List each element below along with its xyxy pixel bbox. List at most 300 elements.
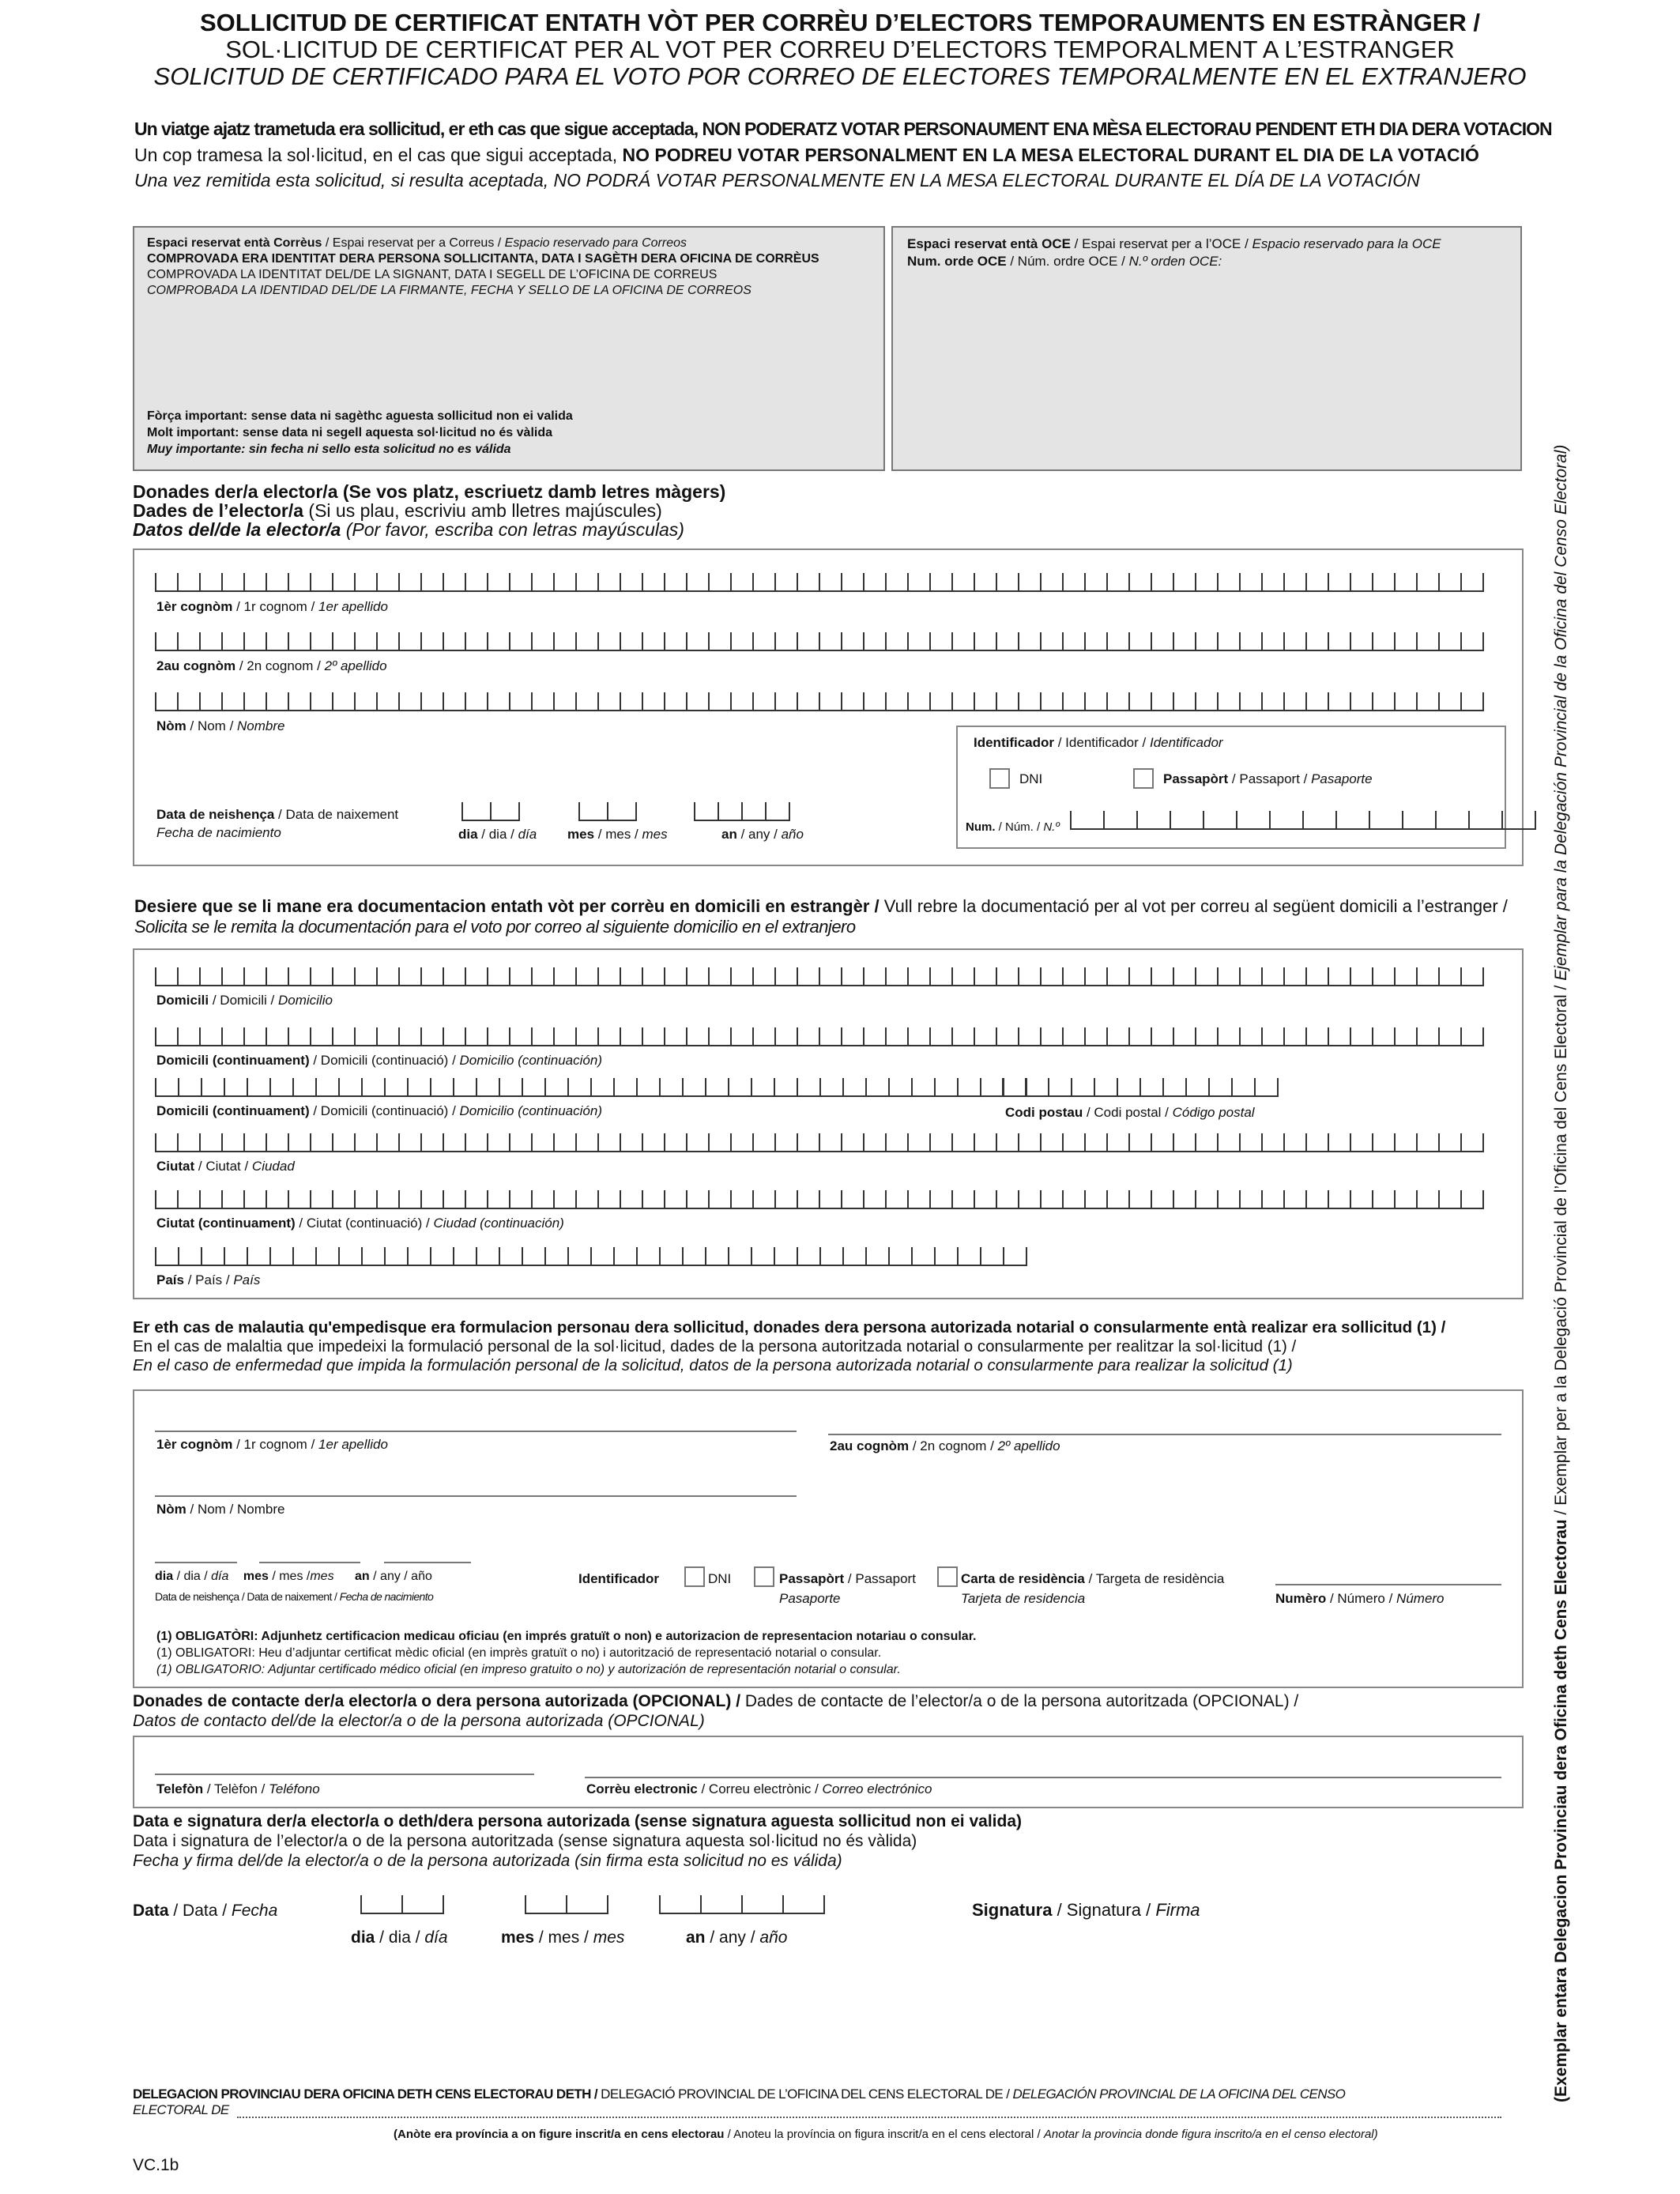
char-cell[interactable] bbox=[499, 1247, 522, 1266]
char-cell[interactable] bbox=[354, 573, 376, 592]
char-cell[interactable] bbox=[1162, 1078, 1185, 1097]
char-cell[interactable] bbox=[177, 967, 199, 986]
char-cell[interactable] bbox=[694, 802, 718, 821]
char-cell[interactable] bbox=[332, 1190, 354, 1209]
char-cell[interactable] bbox=[751, 1247, 774, 1266]
char-cell[interactable] bbox=[730, 632, 752, 651]
char-cell[interactable] bbox=[957, 1078, 980, 1097]
char-cell[interactable] bbox=[708, 967, 730, 986]
char-cell[interactable] bbox=[310, 1133, 332, 1152]
char-cell[interactable] bbox=[1438, 573, 1460, 592]
char-cell[interactable] bbox=[863, 573, 885, 592]
char-cell[interactable] bbox=[974, 632, 996, 651]
char-cell[interactable] bbox=[642, 1133, 664, 1152]
char-cell[interactable] bbox=[705, 1078, 728, 1097]
char-cell[interactable] bbox=[155, 1027, 177, 1046]
char-cell[interactable] bbox=[247, 1247, 269, 1266]
char-cell[interactable] bbox=[1040, 1133, 1062, 1152]
char-cell[interactable] bbox=[686, 1133, 708, 1152]
char-cell[interactable] bbox=[597, 692, 620, 711]
char-cell[interactable] bbox=[1438, 632, 1460, 651]
char-cell[interactable] bbox=[996, 967, 1018, 986]
char-cell[interactable] bbox=[682, 1078, 705, 1097]
char-cell[interactable] bbox=[575, 573, 597, 592]
char-cell[interactable] bbox=[1350, 1027, 1372, 1046]
char-cell[interactable] bbox=[934, 1247, 957, 1266]
char-cell[interactable] bbox=[1416, 1027, 1438, 1046]
char-cell[interactable] bbox=[1239, 967, 1261, 986]
char-cell[interactable] bbox=[1062, 632, 1084, 651]
char-cell[interactable] bbox=[360, 1895, 401, 1914]
char-cell[interactable] bbox=[221, 1133, 243, 1152]
signature-label[interactable] bbox=[972, 1900, 1200, 1921]
char-cell[interactable] bbox=[465, 1190, 487, 1209]
char-cell[interactable] bbox=[708, 1190, 730, 1209]
char-cell[interactable] bbox=[1239, 573, 1261, 592]
char-cell[interactable] bbox=[1018, 1027, 1040, 1046]
char-cell[interactable] bbox=[578, 802, 607, 821]
char-cell[interactable] bbox=[288, 632, 310, 651]
char-cell[interactable] bbox=[659, 1078, 682, 1097]
char-cell[interactable] bbox=[951, 573, 974, 592]
char-cell[interactable] bbox=[1018, 1190, 1040, 1209]
char-cell[interactable] bbox=[1106, 967, 1128, 986]
char-cell[interactable] bbox=[911, 1247, 934, 1266]
char-cell[interactable] bbox=[590, 1078, 613, 1097]
char-cell[interactable] bbox=[797, 1078, 819, 1097]
char-cell[interactable] bbox=[199, 1133, 221, 1152]
char-cell[interactable] bbox=[155, 573, 177, 592]
char-cell[interactable] bbox=[243, 967, 266, 986]
char-cell[interactable] bbox=[338, 1078, 361, 1097]
char-cell[interactable] bbox=[1328, 573, 1350, 592]
char-cell[interactable] bbox=[590, 1247, 613, 1266]
char-cell[interactable] bbox=[354, 1190, 376, 1209]
char-cell[interactable] bbox=[1106, 632, 1128, 651]
char-cell[interactable] bbox=[376, 573, 398, 592]
char-cell[interactable] bbox=[243, 573, 266, 592]
char-cell[interactable] bbox=[708, 1027, 730, 1046]
char-cell[interactable] bbox=[1195, 692, 1217, 711]
char-cell[interactable] bbox=[1018, 632, 1040, 651]
char-cell[interactable] bbox=[885, 692, 907, 711]
char-cell[interactable] bbox=[1084, 1133, 1106, 1152]
char-cell[interactable] bbox=[1195, 1133, 1217, 1152]
char-cell[interactable] bbox=[1103, 811, 1136, 830]
char-cell[interactable] bbox=[1261, 632, 1283, 651]
char-cell[interactable] bbox=[741, 802, 765, 821]
char-cell[interactable] bbox=[620, 1027, 642, 1046]
char-cell[interactable] bbox=[1372, 1190, 1394, 1209]
char-cell[interactable] bbox=[1350, 692, 1372, 711]
char-cell[interactable] bbox=[361, 1078, 384, 1097]
char-cell[interactable] bbox=[664, 1133, 686, 1152]
char-cell[interactable] bbox=[1236, 811, 1269, 830]
char-cell[interactable] bbox=[1460, 967, 1484, 986]
char-cell[interactable] bbox=[509, 573, 531, 592]
char-cell[interactable] bbox=[461, 802, 490, 821]
char-cell[interactable] bbox=[1195, 1190, 1217, 1209]
char-cell[interactable] bbox=[659, 1247, 682, 1266]
char-cell[interactable] bbox=[398, 1027, 420, 1046]
char-cell[interactable] bbox=[1002, 1078, 1025, 1097]
char-cell[interactable] bbox=[155, 1133, 177, 1152]
char-cell[interactable] bbox=[177, 573, 199, 592]
char-cell[interactable] bbox=[620, 632, 642, 651]
char-cell[interactable] bbox=[531, 632, 553, 651]
char-cell[interactable] bbox=[1128, 692, 1151, 711]
char-cell[interactable] bbox=[338, 1247, 361, 1266]
char-cell[interactable] bbox=[842, 1078, 865, 1097]
char-cell[interactable] bbox=[1084, 632, 1106, 651]
char-cell[interactable] bbox=[797, 692, 819, 711]
char-cell[interactable] bbox=[531, 692, 553, 711]
char-cell[interactable] bbox=[1185, 1078, 1208, 1097]
char-cell[interactable] bbox=[354, 1027, 376, 1046]
char-cell[interactable] bbox=[177, 632, 199, 651]
char-cell[interactable] bbox=[1062, 1190, 1084, 1209]
char-cell[interactable] bbox=[664, 573, 686, 592]
char-cell[interactable] bbox=[885, 1133, 907, 1152]
char-cell[interactable] bbox=[1208, 1078, 1231, 1097]
char-cell[interactable] bbox=[863, 1190, 885, 1209]
char-cell[interactable] bbox=[1151, 1190, 1173, 1209]
char-cell[interactable] bbox=[553, 1190, 575, 1209]
char-cell[interactable] bbox=[752, 692, 774, 711]
char-cell[interactable] bbox=[465, 1027, 487, 1046]
char-cell[interactable] bbox=[642, 967, 664, 986]
char-cell[interactable] bbox=[730, 1133, 752, 1152]
char-cell[interactable] bbox=[841, 632, 863, 651]
char-cell[interactable] bbox=[607, 802, 637, 821]
char-cell[interactable] bbox=[682, 1247, 705, 1266]
char-cell[interactable] bbox=[398, 692, 420, 711]
char-cell[interactable] bbox=[1062, 573, 1084, 592]
char-cell[interactable] bbox=[1084, 573, 1106, 592]
char-cell[interactable] bbox=[1261, 1133, 1283, 1152]
char-cell[interactable] bbox=[544, 1078, 567, 1097]
passport-checkbox[interactable] bbox=[1133, 768, 1154, 789]
char-cell[interactable] bbox=[420, 1027, 443, 1046]
char-cell[interactable] bbox=[266, 967, 288, 986]
char-cell[interactable] bbox=[620, 573, 642, 592]
char-cell[interactable] bbox=[686, 1027, 708, 1046]
char-cell[interactable] bbox=[686, 1190, 708, 1209]
auth-year-line[interactable] bbox=[384, 1562, 471, 1563]
char-cell[interactable] bbox=[642, 1027, 664, 1046]
char-cell[interactable] bbox=[177, 1027, 199, 1046]
char-cell[interactable] bbox=[1151, 632, 1173, 651]
char-cell[interactable] bbox=[1328, 967, 1350, 986]
char-cell[interactable] bbox=[1328, 1133, 1350, 1152]
char-cell[interactable] bbox=[1195, 632, 1217, 651]
char-cell[interactable] bbox=[863, 1027, 885, 1046]
char-cell[interactable] bbox=[531, 1190, 553, 1209]
char-cell[interactable] bbox=[664, 632, 686, 651]
char-cell[interactable] bbox=[1070, 811, 1103, 830]
char-cell[interactable] bbox=[819, 573, 841, 592]
char-cell[interactable] bbox=[310, 1190, 332, 1209]
char-cell[interactable] bbox=[1128, 632, 1151, 651]
char-cell[interactable] bbox=[453, 1247, 476, 1266]
char-cell[interactable] bbox=[885, 1027, 907, 1046]
char-cell[interactable] bbox=[443, 632, 465, 651]
char-cell[interactable] bbox=[708, 632, 730, 651]
char-cell[interactable] bbox=[1328, 1190, 1350, 1209]
char-cell[interactable] bbox=[376, 632, 398, 651]
char-cell[interactable] bbox=[996, 1027, 1018, 1046]
char-cell[interactable] bbox=[407, 1247, 430, 1266]
char-cell[interactable] bbox=[509, 1027, 531, 1046]
char-cell[interactable] bbox=[841, 967, 863, 986]
char-cell[interactable] bbox=[1106, 1133, 1128, 1152]
char-cell[interactable] bbox=[465, 692, 487, 711]
char-cell[interactable] bbox=[841, 573, 863, 592]
char-cell[interactable] bbox=[888, 1078, 911, 1097]
char-cell[interactable] bbox=[310, 692, 332, 711]
char-cell[interactable] bbox=[420, 573, 443, 592]
char-cell[interactable] bbox=[1416, 1190, 1438, 1209]
auth-residence-checkbox[interactable] bbox=[937, 1566, 958, 1587]
char-cell[interactable] bbox=[782, 1895, 825, 1914]
auth-surname2-line[interactable] bbox=[828, 1434, 1501, 1435]
char-cell[interactable] bbox=[1394, 692, 1416, 711]
char-cell[interactable] bbox=[929, 632, 951, 651]
char-cell[interactable] bbox=[620, 692, 642, 711]
char-cell[interactable] bbox=[1416, 692, 1438, 711]
char-cell[interactable] bbox=[797, 632, 819, 651]
char-cell[interactable] bbox=[1438, 692, 1460, 711]
char-cell[interactable] bbox=[1261, 692, 1283, 711]
char-cell[interactable] bbox=[243, 1133, 266, 1152]
char-cell[interactable] bbox=[1062, 967, 1084, 986]
char-cell[interactable] bbox=[1151, 1133, 1173, 1152]
char-cell[interactable] bbox=[929, 967, 951, 986]
char-cell[interactable] bbox=[1261, 1027, 1283, 1046]
char-cell[interactable] bbox=[476, 1247, 499, 1266]
char-cell[interactable] bbox=[996, 1133, 1018, 1152]
char-cell[interactable] bbox=[487, 1190, 509, 1209]
char-cell[interactable] bbox=[797, 1027, 819, 1046]
char-cell[interactable] bbox=[708, 692, 730, 711]
char-cell[interactable] bbox=[310, 1027, 332, 1046]
char-cell[interactable] bbox=[1128, 573, 1151, 592]
char-cell[interactable] bbox=[177, 692, 199, 711]
char-cell[interactable] bbox=[686, 573, 708, 592]
char-cell[interactable] bbox=[774, 1247, 797, 1266]
char-cell[interactable] bbox=[566, 1895, 608, 1914]
char-cell[interactable] bbox=[443, 573, 465, 592]
char-cell[interactable] bbox=[934, 1078, 957, 1097]
char-cell[interactable] bbox=[531, 1133, 553, 1152]
char-cell[interactable] bbox=[951, 1027, 974, 1046]
char-cell[interactable] bbox=[288, 692, 310, 711]
char-cell[interactable] bbox=[819, 1133, 841, 1152]
char-cell[interactable] bbox=[1173, 692, 1195, 711]
char-cell[interactable] bbox=[221, 573, 243, 592]
char-cell[interactable] bbox=[531, 573, 553, 592]
char-cell[interactable] bbox=[708, 1133, 730, 1152]
char-cell[interactable] bbox=[465, 573, 487, 592]
char-cell[interactable] bbox=[1283, 1133, 1305, 1152]
char-cell[interactable] bbox=[1283, 692, 1305, 711]
char-cell[interactable] bbox=[1203, 811, 1236, 830]
char-cell[interactable] bbox=[1040, 1190, 1062, 1209]
char-cell[interactable] bbox=[728, 1247, 751, 1266]
char-cell[interactable] bbox=[315, 1078, 338, 1097]
char-cell[interactable] bbox=[1438, 1027, 1460, 1046]
char-cell[interactable] bbox=[929, 1027, 951, 1046]
char-cell[interactable] bbox=[708, 573, 730, 592]
char-cell[interactable] bbox=[443, 1190, 465, 1209]
char-cell[interactable] bbox=[487, 1133, 509, 1152]
char-cell[interactable] bbox=[597, 1027, 620, 1046]
domicile-cont2-field[interactable] bbox=[155, 1078, 1027, 1097]
char-cell[interactable] bbox=[842, 1247, 865, 1266]
char-cell[interactable] bbox=[974, 1027, 996, 1046]
char-cell[interactable] bbox=[221, 967, 243, 986]
char-cell[interactable] bbox=[1040, 967, 1062, 986]
char-cell[interactable] bbox=[1003, 1247, 1027, 1266]
char-cell[interactable] bbox=[384, 1078, 407, 1097]
char-cell[interactable] bbox=[487, 967, 509, 986]
char-cell[interactable] bbox=[315, 1247, 338, 1266]
char-cell[interactable] bbox=[1136, 811, 1170, 830]
char-cell[interactable] bbox=[430, 1078, 453, 1097]
char-cell[interactable] bbox=[199, 1027, 221, 1046]
char-cell[interactable] bbox=[752, 573, 774, 592]
city-cont-field[interactable] bbox=[155, 1190, 1484, 1209]
char-cell[interactable] bbox=[1328, 692, 1350, 711]
char-cell[interactable] bbox=[1084, 1190, 1106, 1209]
char-cell[interactable] bbox=[332, 632, 354, 651]
char-cell[interactable] bbox=[1018, 573, 1040, 592]
char-cell[interactable] bbox=[1416, 967, 1438, 986]
char-cell[interactable] bbox=[1283, 1190, 1305, 1209]
char-cell[interactable] bbox=[354, 967, 376, 986]
char-cell[interactable] bbox=[1040, 1027, 1062, 1046]
char-cell[interactable] bbox=[1305, 1027, 1328, 1046]
char-cell[interactable] bbox=[1084, 1027, 1106, 1046]
char-cell[interactable] bbox=[199, 692, 221, 711]
char-cell[interactable] bbox=[1350, 967, 1372, 986]
char-cell[interactable] bbox=[741, 1895, 782, 1914]
char-cell[interactable] bbox=[1283, 1027, 1305, 1046]
char-cell[interactable] bbox=[509, 632, 531, 651]
dni-checkbox[interactable] bbox=[989, 768, 1010, 789]
char-cell[interactable] bbox=[664, 1027, 686, 1046]
char-cell[interactable] bbox=[266, 692, 288, 711]
char-cell[interactable] bbox=[1117, 1078, 1139, 1097]
char-cell[interactable] bbox=[1350, 1133, 1372, 1152]
char-cell[interactable] bbox=[1239, 632, 1261, 651]
char-cell[interactable] bbox=[544, 1247, 567, 1266]
char-cell[interactable] bbox=[443, 1027, 465, 1046]
char-cell[interactable] bbox=[774, 573, 797, 592]
char-cell[interactable] bbox=[974, 1133, 996, 1152]
char-cell[interactable] bbox=[996, 632, 1018, 651]
sign-month-field[interactable] bbox=[525, 1895, 608, 1914]
char-cell[interactable] bbox=[929, 1133, 951, 1152]
char-cell[interactable] bbox=[974, 967, 996, 986]
char-cell[interactable] bbox=[476, 1078, 499, 1097]
char-cell[interactable] bbox=[354, 632, 376, 651]
postal-code-field[interactable] bbox=[1002, 1078, 1279, 1097]
char-cell[interactable] bbox=[1372, 573, 1394, 592]
char-cell[interactable] bbox=[1460, 573, 1484, 592]
char-cell[interactable] bbox=[490, 802, 520, 821]
char-cell[interactable] bbox=[1173, 632, 1195, 651]
char-cell[interactable] bbox=[155, 1190, 177, 1209]
char-cell[interactable] bbox=[376, 692, 398, 711]
char-cell[interactable] bbox=[553, 967, 575, 986]
char-cell[interactable] bbox=[819, 632, 841, 651]
sign-day-field[interactable] bbox=[360, 1895, 444, 1914]
char-cell[interactable] bbox=[1302, 811, 1335, 830]
char-cell[interactable] bbox=[1350, 632, 1372, 651]
char-cell[interactable] bbox=[509, 1190, 531, 1209]
char-cell[interactable] bbox=[1217, 1190, 1239, 1209]
char-cell[interactable] bbox=[420, 692, 443, 711]
char-cell[interactable] bbox=[269, 1247, 292, 1266]
char-cell[interactable] bbox=[178, 1247, 201, 1266]
char-cell[interactable] bbox=[1305, 632, 1328, 651]
char-cell[interactable] bbox=[1335, 811, 1369, 830]
char-cell[interactable] bbox=[1128, 1133, 1151, 1152]
char-cell[interactable] bbox=[819, 1027, 841, 1046]
char-cell[interactable] bbox=[642, 573, 664, 592]
char-cell[interactable] bbox=[420, 1133, 443, 1152]
char-cell[interactable] bbox=[509, 967, 531, 986]
char-cell[interactable] bbox=[752, 1027, 774, 1046]
char-cell[interactable] bbox=[221, 1027, 243, 1046]
email-line[interactable] bbox=[585, 1777, 1501, 1778]
char-cell[interactable] bbox=[929, 692, 951, 711]
char-cell[interactable] bbox=[1460, 1190, 1484, 1209]
char-cell[interactable] bbox=[376, 967, 398, 986]
char-cell[interactable] bbox=[243, 1190, 266, 1209]
char-cell[interactable] bbox=[1239, 1133, 1261, 1152]
char-cell[interactable] bbox=[1018, 692, 1040, 711]
char-cell[interactable] bbox=[487, 1027, 509, 1046]
char-cell[interactable] bbox=[553, 1133, 575, 1152]
char-cell[interactable] bbox=[1372, 967, 1394, 986]
char-cell[interactable] bbox=[1062, 1027, 1084, 1046]
char-cell[interactable] bbox=[1328, 1027, 1350, 1046]
birth-day-field[interactable] bbox=[461, 802, 520, 821]
char-cell[interactable] bbox=[177, 1190, 199, 1209]
char-cell[interactable] bbox=[465, 632, 487, 651]
char-cell[interactable] bbox=[730, 573, 752, 592]
char-cell[interactable] bbox=[730, 692, 752, 711]
char-cell[interactable] bbox=[907, 1190, 929, 1209]
char-cell[interactable] bbox=[974, 573, 996, 592]
char-cell[interactable] bbox=[974, 692, 996, 711]
char-cell[interactable] bbox=[951, 1190, 974, 1209]
auth-name-line[interactable] bbox=[155, 1495, 797, 1497]
char-cell[interactable] bbox=[487, 573, 509, 592]
char-cell[interactable] bbox=[420, 1190, 443, 1209]
char-cell[interactable] bbox=[907, 573, 929, 592]
char-cell[interactable] bbox=[1173, 1190, 1195, 1209]
char-cell[interactable] bbox=[797, 573, 819, 592]
char-cell[interactable] bbox=[155, 632, 177, 651]
char-cell[interactable] bbox=[221, 692, 243, 711]
char-cell[interactable] bbox=[597, 1133, 620, 1152]
char-cell[interactable] bbox=[951, 967, 974, 986]
char-cell[interactable] bbox=[376, 1190, 398, 1209]
char-cell[interactable] bbox=[1173, 573, 1195, 592]
